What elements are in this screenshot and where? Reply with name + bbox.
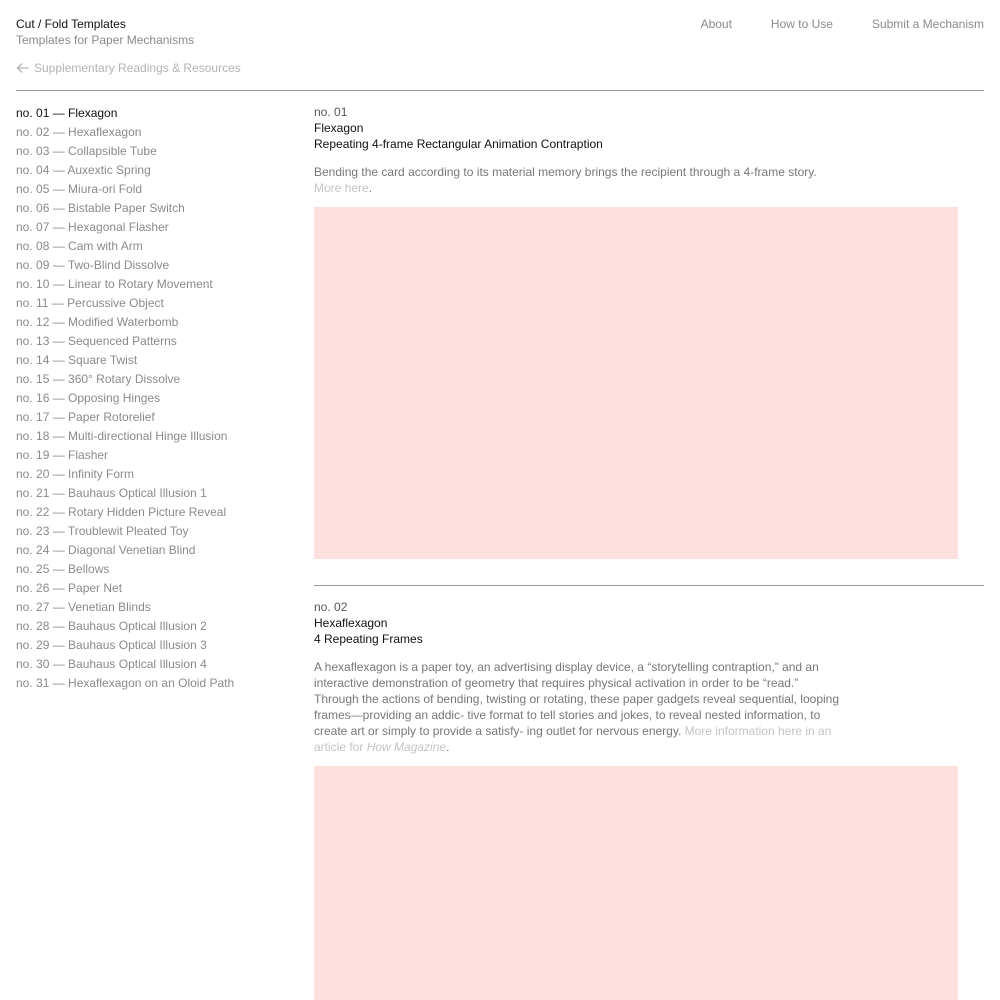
index-item[interactable]: no. 05 — Miura-ori Fold [16, 182, 143, 196]
index-item[interactable]: no. 04 — Auxextic Spring [16, 163, 151, 177]
index-item[interactable]: no. 22 — Rotary Hidden Picture Reveal [16, 505, 227, 519]
entry-description-text: Bending the card according to its material memory brings the recipient through a 4-frame story. [314, 165, 817, 179]
top-nav [662, 16, 984, 32]
more-link-source: How Magazine [366, 740, 447, 754]
index-item[interactable]: no. 09 — Two-Blind Dissolve [16, 258, 170, 272]
mechanism-entry [314, 104, 984, 559]
index-item[interactable]: no. 16 — Opposing Hinges [16, 391, 161, 405]
index-item[interactable]: no. 20 — Infinity Form [16, 467, 135, 481]
template-image [314, 207, 958, 559]
index-item[interactable]: no. 11 — Percussive Object [16, 296, 164, 310]
mechanism-index [16, 104, 296, 693]
entry-title: Flexagon [314, 121, 364, 135]
index-item[interactable]: no. 18 — Multi-directional Hinge Illusion [16, 429, 228, 443]
nav-submit-mechanism[interactable]: Submit a Mechanism [871, 17, 984, 31]
entry-divider [314, 585, 984, 586]
index-item[interactable]: no. 25 — Bellows [16, 562, 110, 576]
entry-description [314, 659, 844, 755]
index-item[interactable]: no. 31 — Hexaflexagon on an Oloid Path [16, 676, 235, 690]
back-link-label: Supplementary Readings & Resources [34, 61, 241, 75]
index-item[interactable]: no. 10 — Linear to Rotary Movement [16, 277, 213, 291]
punctuation: . [446, 740, 450, 754]
index-item[interactable]: no. 08 — Cam with Arm [16, 239, 143, 253]
mechanism-entry [314, 599, 984, 1000]
index-item[interactable]: no. 29 — Bauhaus Optical Illusion 3 [16, 638, 207, 652]
index-item[interactable]: no. 28 — Bauhaus Optical Illusion 2 [16, 619, 207, 633]
index-item[interactable]: no. 07 — Hexagonal Flasher [16, 220, 169, 234]
index-item[interactable]: no. 24 — Diagonal Venetian Blind [16, 543, 196, 557]
index-item[interactable]: no. 30 — Bauhaus Optical Illusion 4 [16, 657, 207, 671]
site-brand [16, 16, 194, 48]
index-item[interactable]: no. 21 — Bauhaus Optical Illusion 1 [16, 486, 207, 500]
back-link[interactable] [16, 60, 241, 76]
index-item[interactable]: no. 01 — Flexagon [16, 106, 118, 120]
index-item[interactable]: no. 17 — Paper Rotorelief [16, 410, 155, 424]
site-subtitle: Templates for Paper Mechanisms [16, 33, 195, 47]
entry-subtitle: 4 Repeating Frames [314, 632, 423, 646]
arrow-left-icon [16, 62, 29, 74]
index-item[interactable]: no. 27 — Venetian Blinds [16, 600, 151, 614]
punctuation: . [368, 181, 373, 195]
entry-number: no. 01 [314, 105, 348, 119]
index-item[interactable]: no. 19 — Flasher [16, 448, 109, 462]
index-item[interactable]: no. 26 — Paper Net [16, 581, 123, 595]
nav-about[interactable]: About [700, 17, 732, 31]
entry-subtitle: Repeating 4-frame Rectangular Animation Contraption [314, 137, 603, 151]
header-divider [16, 90, 984, 91]
index-item[interactable]: no. 14 — Square Twist [16, 353, 138, 367]
index-item[interactable]: no. 03 — Collapsible Tube [16, 144, 157, 158]
index-item[interactable]: no. 23 — Troublewit Pleated Toy [16, 524, 189, 538]
more-link-label: More information here in an article for [314, 724, 832, 754]
template-image [314, 766, 958, 1000]
entry-title: Hexaflexagon [314, 616, 388, 630]
entry-description [314, 164, 844, 196]
more-link[interactable]: More here [314, 181, 369, 195]
index-item[interactable]: no. 13 — Sequenced Patterns [16, 334, 177, 348]
entry-description-text: A hexaflexagon is a paper toy, an advertising display device, a “storytelling contraption,” and an interactive demonstration of geometry that requires physical activation in order to be “read.” Through the actions of bending, twisting or rotating, these paper gadgets reveal sequential, looping frames—providing an addic- tive format to tell stories and jokes, to reveal nested information, to create art or simply to provide a satisfy- ing outlet for nervous energy. [314, 660, 840, 738]
index-item[interactable]: no. 12 — Modified Waterbomb [16, 315, 179, 329]
site-title[interactable]: Cut / Fold Templates [16, 17, 126, 31]
index-item[interactable]: no. 06 — Bistable Paper Switch [16, 201, 185, 215]
entry-number: no. 02 [314, 600, 348, 614]
index-item[interactable]: no. 02 — Hexaflexagon [16, 125, 142, 139]
nav-how-to-use[interactable]: How to Use [770, 17, 833, 31]
index-item[interactable]: no. 15 — 360° Rotary Dissolve [16, 372, 181, 386]
